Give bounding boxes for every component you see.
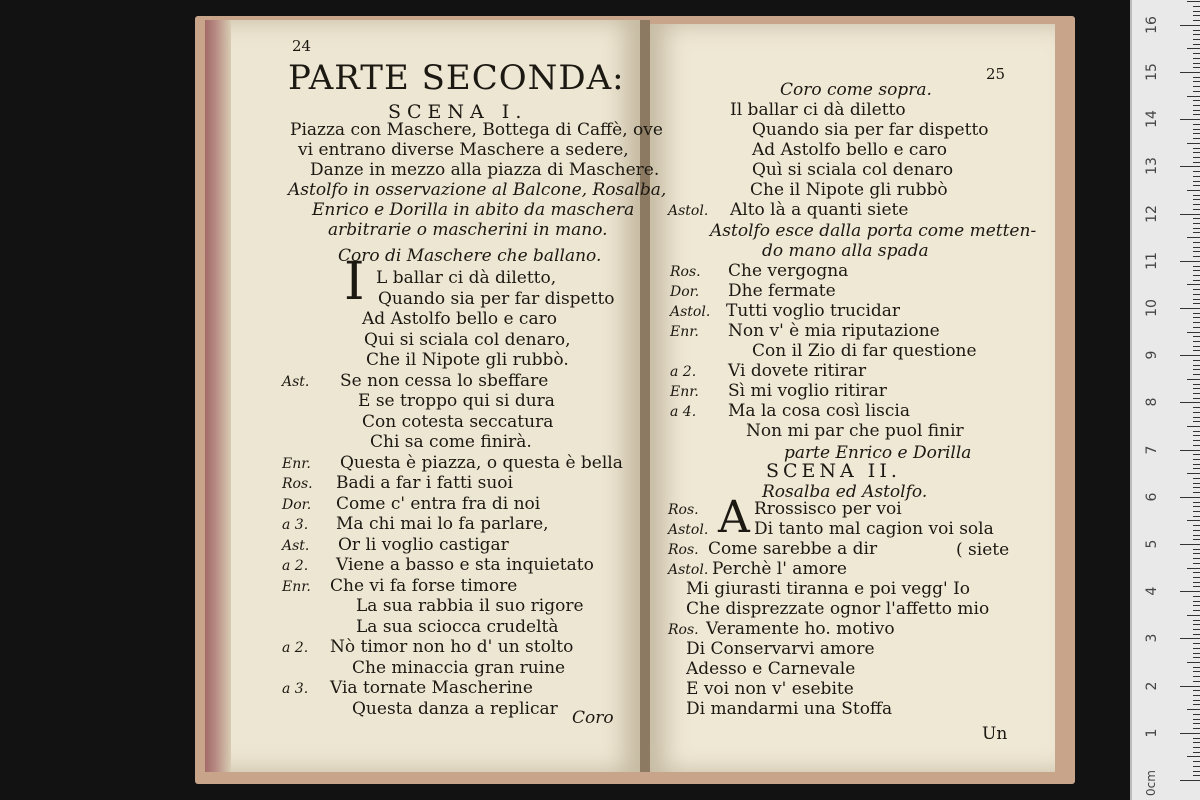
ruler-tick <box>1193 586 1200 587</box>
verse-line: Non v' è mia riputazione <box>728 321 940 341</box>
stage-direction-italic: Enrico e Dorilla in abito da maschera <box>312 200 635 220</box>
verse-line: Badi a far i fatti suoi <box>336 473 513 493</box>
ruler-tick <box>1193 39 1200 40</box>
ruler-tick <box>1193 275 1200 276</box>
speaker-label: a 2. <box>670 364 697 380</box>
ruler-tick <box>1193 204 1200 205</box>
ruler-tick <box>1193 322 1200 323</box>
ruler-tick <box>1193 761 1200 762</box>
ruler-tick <box>1180 308 1200 309</box>
ruler-number: 16 <box>1144 15 1160 34</box>
right-page-number: 25 <box>986 65 1006 83</box>
verse-line: Quì si sciala col denaro <box>752 160 954 180</box>
ruler-tick <box>1193 676 1200 677</box>
ruler-tick <box>1193 553 1200 554</box>
ruler-tick <box>1193 138 1200 139</box>
measurement-ruler <box>1130 0 1200 800</box>
ruler-tick <box>1193 582 1200 583</box>
ruler-tick <box>1193 714 1200 715</box>
ruler-tick <box>1193 223 1200 224</box>
ruler-tick <box>1193 634 1200 635</box>
ruler-number: 5 <box>1144 539 1160 549</box>
ruler-tick <box>1193 492 1200 493</box>
ruler-tick <box>1193 313 1200 314</box>
verse-line: La sua rabbia il suo rigore <box>356 596 584 616</box>
ruler-tick <box>1193 624 1200 625</box>
ruler-tick <box>1193 294 1200 295</box>
verse-line: Che vi fa forse timore <box>330 575 518 596</box>
ruler-tick <box>1193 577 1200 578</box>
ruler-tick <box>1193 266 1200 267</box>
drop-capital: A <box>718 492 750 543</box>
ruler-tick <box>1193 67 1200 68</box>
stage-direction-italic: do mano alla spada <box>762 241 929 261</box>
ruler-unit-label: 0cm <box>1143 770 1158 796</box>
ruler-number: 3 <box>1144 633 1160 643</box>
verse-line: Via tornate Mascherine <box>330 678 533 698</box>
verse-line: Ma chi mai lo fa parlare, <box>336 514 549 534</box>
ruler-tick <box>1193 747 1200 748</box>
ruler-tick <box>1193 766 1200 767</box>
ruler-tick <box>1193 15 1200 16</box>
ruler-tick <box>1187 379 1200 380</box>
ruler-tick <box>1193 620 1200 621</box>
ruler-tick <box>1193 360 1200 361</box>
ruler-tick <box>1193 516 1200 517</box>
ruler-tick <box>1193 270 1200 271</box>
stage-direction-italic: arbitrarie o mascherini in mano. <box>328 220 608 240</box>
ruler-tick <box>1193 511 1200 512</box>
verse-line: Ad Astolfo bello e caro <box>362 309 557 329</box>
ruler-tick <box>1193 742 1200 743</box>
ruler-tick <box>1187 1 1200 2</box>
ruler-tick <box>1193 384 1200 385</box>
ruler-tick <box>1193 185 1200 186</box>
ruler-tick <box>1193 77 1200 78</box>
speaker-label: Ast. <box>282 537 310 554</box>
ruler-tick <box>1193 601 1200 602</box>
ruler-tick <box>1193 417 1200 418</box>
ruler-tick <box>1180 166 1200 167</box>
left-catchword: Coro <box>572 708 614 728</box>
ruler-tick <box>1193 374 1200 375</box>
verse-line: Rrossisco per voi <box>754 499 902 519</box>
verse-line: Mi giurasti tiranna e poi vegg' Io <box>686 579 971 599</box>
ruler-tick <box>1193 280 1200 281</box>
ruler-tick <box>1193 91 1200 92</box>
scene-cast: Rosalba ed Astolfo. <box>762 482 928 502</box>
ruler-tick <box>1180 261 1200 262</box>
ruler-tick <box>1187 284 1200 285</box>
ruler-tick <box>1193 530 1200 531</box>
ruler-tick <box>1193 629 1200 630</box>
ruler-tick <box>1187 709 1200 710</box>
ruler-tick <box>1193 502 1200 503</box>
verse-line: Nò timor non ho d' un stolto <box>330 637 574 657</box>
ruler-number: 7 <box>1144 445 1160 455</box>
page-title: PARTE SECONDA: <box>288 58 625 98</box>
ruler-tick <box>1193 771 1200 772</box>
ruler-tick <box>1193 303 1200 304</box>
speaker-label: Ros. <box>282 476 313 492</box>
ruler-tick <box>1187 426 1200 427</box>
verse-line: Ad Astolfo bello e caro <box>752 140 947 160</box>
left-page-number: 24 <box>292 37 312 55</box>
ruler-tick <box>1193 133 1200 134</box>
ruler-tick <box>1193 157 1200 158</box>
ruler-number: 10 <box>1144 299 1160 317</box>
verse-line: Alto là a quanti siete <box>730 200 909 220</box>
stage-direction-line: vi entrano diverse Maschere a sedere, <box>298 140 629 160</box>
verse-line: Quando sia per far dispetto <box>378 288 615 309</box>
ruler-tick <box>1193 388 1200 389</box>
verse-line: E se troppo qui si dura <box>358 391 555 411</box>
ruler-tick <box>1187 615 1200 616</box>
ruler-tick <box>1193 256 1200 257</box>
ruler-tick <box>1193 549 1200 550</box>
ruler-tick <box>1193 393 1200 394</box>
verse-line: Ma la cosa così liscia <box>728 401 910 421</box>
verse-line: Come sarebbe a dir <box>708 539 878 559</box>
ruler-tick <box>1193 124 1200 125</box>
ruler-tick <box>1180 497 1200 498</box>
ruler-tick <box>1180 638 1200 639</box>
ruler-number: 1 <box>1144 728 1160 738</box>
ruler-tick <box>1187 190 1200 191</box>
ruler-tick <box>1180 591 1200 592</box>
verse-line: Questa danza a replicar <box>352 698 558 719</box>
ruler-tick <box>1193 129 1200 130</box>
ruler-tick <box>1187 48 1200 49</box>
ruler-tick <box>1193 525 1200 526</box>
verse-line: Che il Nipote gli rubbò <box>750 180 948 200</box>
verse-line: Che vergogna <box>728 261 849 281</box>
ruler-tick <box>1193 176 1200 177</box>
verse-line: E voi non v' esebite <box>686 679 854 699</box>
verse-line: Chi sa come finirà. <box>370 432 532 452</box>
ruler-number: 4 <box>1144 586 1160 596</box>
verse-line: Qui si sciala col denaro, <box>364 329 571 350</box>
ruler-tick <box>1193 218 1200 219</box>
verse-line: Questa è piazza, o questa è bella <box>340 452 623 473</box>
ruler-tick <box>1193 412 1200 413</box>
verse-line: Vi dovete ritirar <box>728 361 867 381</box>
ruler-tick <box>1193 44 1200 45</box>
chorus-heading: Coro di Maschere che ballano. <box>338 246 602 266</box>
speaker-label: Astol. <box>670 304 711 320</box>
ruler-tick <box>1193 700 1200 701</box>
ruler-tick <box>1193 695 1200 696</box>
ruler-tick <box>1193 228 1200 229</box>
ruler-tick <box>1193 690 1200 691</box>
ruler-tick <box>1180 72 1200 73</box>
speaker-label: Dor. <box>282 496 312 513</box>
ruler-tick <box>1193 162 1200 163</box>
ruler-tick <box>1193 289 1200 290</box>
exit-direction: parte Enrico e Dorilla <box>784 443 972 463</box>
ruler-tick <box>1193 299 1200 300</box>
ruler-tick <box>1187 756 1200 757</box>
verse-line: Con il Zio di far questione <box>752 341 977 361</box>
ruler-tick <box>1193 723 1200 724</box>
ruler-tick <box>1193 247 1200 248</box>
verse-line: Dhe fermate <box>728 281 836 301</box>
ruler-tick <box>1193 81 1200 82</box>
ruler-number: 11 <box>1144 251 1160 270</box>
ruler-tick <box>1193 643 1200 644</box>
ruler-tick <box>1193 483 1200 484</box>
ruler-tick <box>1180 355 1200 356</box>
verse-line: Di Conservarvi amore <box>686 639 875 659</box>
ruler-tick <box>1187 96 1200 97</box>
ruler-tick <box>1193 667 1200 668</box>
ruler-tick <box>1193 232 1200 233</box>
verse-line: Perchè l' amore <box>712 559 847 579</box>
speaker-label: Enr. <box>670 324 699 340</box>
ruler-tick <box>1193 752 1200 753</box>
ruler-tick <box>1187 143 1200 144</box>
ruler-tick <box>1180 686 1200 687</box>
scene-heading: SCENA II. <box>766 460 901 482</box>
speaker-label: Dor. <box>670 284 700 300</box>
ruler-tick <box>1187 520 1200 521</box>
ruler-tick <box>1193 20 1200 21</box>
ruler-tick <box>1193 478 1200 479</box>
stage-direction-line: Piazza con Maschere, Bottega di Caffè, ove <box>290 120 663 140</box>
ruler-tick <box>1193 350 1200 351</box>
ruler-tick <box>1180 214 1200 215</box>
ruler-tick <box>1180 25 1200 26</box>
ruler-tick <box>1187 473 1200 474</box>
stage-direction-italic: Astolfo esce dalla porta come metten- <box>710 221 1037 241</box>
verse-line: Che minaccia gran ruine <box>352 657 566 678</box>
ruler-number: 13 <box>1144 157 1160 176</box>
ruler-tick <box>1193 63 1200 64</box>
ruler-tick <box>1193 421 1200 422</box>
scene-heading: SCENA I. <box>388 101 528 123</box>
drop-capital: I <box>344 252 365 312</box>
ruler-tick <box>1193 648 1200 649</box>
speaker-label: Ros. <box>670 264 701 280</box>
speaker-label: a 2. <box>282 558 309 574</box>
ruler-tick <box>1193 459 1200 460</box>
ruler-number: 6 <box>1144 492 1160 502</box>
speaker-label: Astol. <box>668 522 709 538</box>
ruler-tick <box>1193 346 1200 347</box>
ruler-tick <box>1193 317 1200 318</box>
ruler-tick <box>1193 6 1200 7</box>
ruler-tick <box>1193 181 1200 182</box>
verse-line: Tutti voglio trucidar <box>726 301 901 321</box>
ruler-tick <box>1193 431 1200 432</box>
ruler-tick <box>1193 100 1200 101</box>
ruler-tick <box>1193 681 1200 682</box>
speaker-label: Enr. <box>282 455 311 472</box>
verse-line: Veramente ho. motivo <box>706 619 895 639</box>
speaker-label: Enr. <box>670 384 699 400</box>
ruler-tick <box>1193 738 1200 739</box>
ruler-number: 15 <box>1144 63 1160 81</box>
ruler-tick <box>1180 780 1200 781</box>
ruler-tick <box>1193 487 1200 488</box>
turnover-line: ( siete <box>956 540 1010 560</box>
ruler-tick <box>1193 53 1200 54</box>
ruler-tick <box>1193 86 1200 87</box>
ruler-tick <box>1193 563 1200 564</box>
ruler-tick <box>1193 535 1200 536</box>
verse-line: Che il Nipote gli rubbò. <box>366 350 569 370</box>
ruler-tick <box>1193 506 1200 507</box>
speaker-label: a 3. <box>282 517 309 533</box>
speaker-label: Ros. <box>668 502 699 518</box>
ruler-tick <box>1193 341 1200 342</box>
ruler-tick <box>1193 195 1200 196</box>
ruler-tick <box>1193 171 1200 172</box>
ruler-number: 12 <box>1144 204 1160 223</box>
ruler-tick <box>1193 539 1200 540</box>
speaker-label: a 3. <box>282 681 309 697</box>
speaker-label: Ros. <box>668 542 699 558</box>
ruler-tick <box>1193 369 1200 370</box>
ruler-tick <box>1193 610 1200 611</box>
ruler-tick <box>1193 242 1200 243</box>
ruler-tick <box>1193 152 1200 153</box>
ruler-tick <box>1193 464 1200 465</box>
verse-line: Come c' entra fra di noi <box>336 493 541 514</box>
ruler-tick <box>1187 237 1200 238</box>
ruler-tick <box>1193 572 1200 573</box>
ruler-tick <box>1193 58 1200 59</box>
ruler-number: 2 <box>1144 681 1160 691</box>
ruler-tick <box>1193 719 1200 720</box>
ruler-tick <box>1193 605 1200 606</box>
verse-line: Sì mi voglio ritirar <box>728 381 887 401</box>
ruler-tick <box>1193 407 1200 408</box>
ruler-tick <box>1193 440 1200 441</box>
verse-line: Or li voglio castigar <box>338 534 509 555</box>
ruler-tick <box>1193 199 1200 200</box>
speaker-label: Astol. <box>668 562 709 578</box>
ruler-tick <box>1193 653 1200 654</box>
ruler-tick <box>1187 332 1200 333</box>
ruler-tick <box>1193 148 1200 149</box>
verse-line: La sua sciocca crudeltà <box>356 616 559 637</box>
right-catchword: Un <box>982 724 1008 744</box>
verse-line: Non mi par che puol finir <box>746 421 964 441</box>
ruler-tick <box>1193 30 1200 31</box>
ruler-tick <box>1193 114 1200 115</box>
ruler-tick <box>1193 775 1200 776</box>
ruler-tick <box>1193 336 1200 337</box>
ruler-tick <box>1193 34 1200 35</box>
speaker-label: Enr. <box>282 578 311 595</box>
ruler-tick <box>1193 671 1200 672</box>
chorus-heading: Coro come sopra. <box>780 80 932 100</box>
ruler-tick <box>1180 544 1200 545</box>
ruler-tick <box>1193 435 1200 436</box>
ruler-number: 9 <box>1144 350 1160 360</box>
speaker-label: a 4. <box>670 404 697 420</box>
ruler-tick <box>1193 445 1200 446</box>
speaker-label: a 2. <box>282 640 309 656</box>
ruler-tick <box>1187 662 1200 663</box>
ruler-tick <box>1193 454 1200 455</box>
verse-line: Con cotesta seccatura <box>362 411 554 432</box>
verse-line: Adesso e Carnevale <box>686 659 856 679</box>
ruler-tick <box>1180 450 1200 451</box>
verse-line: Che disprezzate ognor l'affetto mio <box>686 599 990 619</box>
ruler-tick <box>1193 110 1200 111</box>
stage-direction-line: Danze in mezzo alla piazza di Maschere. <box>310 160 660 180</box>
ruler-tick <box>1193 105 1200 106</box>
ruler-tick <box>1193 327 1200 328</box>
ruler-tick <box>1193 704 1200 705</box>
verse-line: Se non cessa lo sbeffare <box>340 370 549 391</box>
ruler-tick <box>1180 733 1200 734</box>
verse-line: Di tanto mal cagion voi sola <box>754 519 994 539</box>
ruler-tick <box>1193 728 1200 729</box>
ruler-tick <box>1193 468 1200 469</box>
verse-line: L ballar ci dà diletto, <box>376 268 557 288</box>
ruler-tick <box>1193 11 1200 12</box>
ruler-tick <box>1193 251 1200 252</box>
stage-direction-italic: Astolfo in osservazione al Balcone, Rosalba, <box>288 180 667 200</box>
ruler-tick <box>1193 657 1200 658</box>
ruler-tick <box>1193 365 1200 366</box>
ruler-tick <box>1193 596 1200 597</box>
ruler-tick <box>1193 558 1200 559</box>
verse-line: Quando sia per far dispetto <box>752 120 989 140</box>
verse-line: Di mandarmi una Stoffa <box>686 699 893 719</box>
ruler-tick <box>1180 119 1200 120</box>
ruler-tick <box>1193 209 1200 210</box>
ruler-tick <box>1193 398 1200 399</box>
ruler-number: 14 <box>1144 110 1160 129</box>
verse-line: Viene a basso e sta inquietato <box>336 555 594 575</box>
verse-line: Il ballar ci dà diletto <box>730 100 906 120</box>
ruler-tick <box>1187 568 1200 569</box>
speaker-label: Ros. <box>668 622 699 638</box>
ruler-tick <box>1180 402 1200 403</box>
ruler-number: 8 <box>1144 397 1160 407</box>
speaker-label: Ast. <box>282 373 310 390</box>
speaker-label: Astol. <box>668 203 709 219</box>
